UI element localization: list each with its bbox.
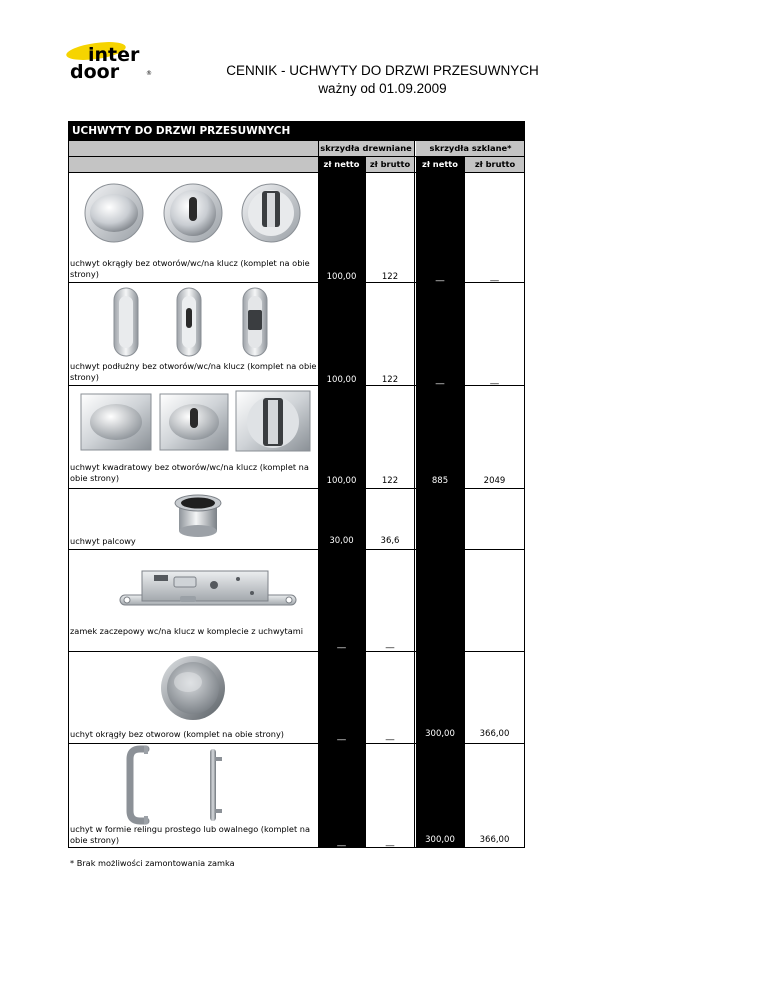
grid-line xyxy=(68,549,525,550)
price-glass-brutto: __ xyxy=(490,272,499,282)
oval-flush-pulls-image xyxy=(108,286,288,358)
price-glass-netto: 300,00 xyxy=(425,835,455,845)
logo-line2: door xyxy=(70,61,120,82)
price-wood-brutto: 36,6 xyxy=(380,536,400,546)
price-glass-netto: 885 xyxy=(431,476,449,486)
price-wood-brutto: 122 xyxy=(381,476,399,486)
grid-line xyxy=(524,141,525,848)
product-name: uchyt w formie relingu prostego lub owalnego (komplet na obie strony) xyxy=(70,824,310,845)
grid-line xyxy=(318,141,319,848)
grid-line xyxy=(68,141,69,848)
price-glass-brutto: 2049 xyxy=(483,476,506,486)
price-wood-netto: 100,00 xyxy=(326,476,357,486)
price-wood-netto: __ xyxy=(337,639,346,649)
bar-handles-image xyxy=(118,745,238,825)
grid-line xyxy=(464,157,465,848)
price-wood-netto: 100,00 xyxy=(326,272,357,282)
round-satin-pull-image xyxy=(158,655,228,721)
price-wood-netto: 30,00 xyxy=(329,536,354,546)
logo-mark: ® xyxy=(146,70,152,77)
price-wood-netto: __ xyxy=(337,837,346,847)
group-header-wood: skrzydła drewniane xyxy=(318,141,414,156)
col-glass-brutto: zł brutto xyxy=(465,157,525,172)
price-wood-brutto: 122 xyxy=(381,375,399,385)
product-name: uchwyt okrągły bez otworów/wc/na klucz (komplet na obie strony) xyxy=(70,258,310,279)
price-glass-netto: 300,00 xyxy=(425,729,455,739)
price-glass-brutto: __ xyxy=(490,375,499,385)
header-blank-2 xyxy=(68,157,318,172)
grid-line xyxy=(68,156,525,157)
price-glass-netto: __ xyxy=(435,375,445,385)
price-glass-brutto: 366,00 xyxy=(479,835,510,845)
price-wood-brutto: 122 xyxy=(381,272,399,282)
grid-line xyxy=(68,172,525,173)
grid-line xyxy=(68,847,525,848)
footnote: * Brak możliwości zamontowania zamka xyxy=(70,858,235,868)
grid-line xyxy=(68,651,525,652)
product-name: uchwyt kwadratowy bez otworów/wc/na klucz (komplet na obie strony) xyxy=(70,462,309,483)
price-wood-netto: __ xyxy=(337,731,346,741)
round-flush-pulls-image xyxy=(76,183,316,243)
price-glass-brutto: 366,00 xyxy=(479,729,510,739)
product-name: uchyt okrągły bez otworow (komplet na obie strony) xyxy=(70,729,284,739)
price-wood-brutto: __ xyxy=(385,731,395,741)
price-wood-brutto: __ xyxy=(385,837,395,847)
grid-line xyxy=(365,157,366,848)
hook-lock-image xyxy=(118,567,298,617)
price-table xyxy=(68,121,525,848)
grid-line xyxy=(68,282,525,283)
col-wood-netto: zł netto xyxy=(318,157,365,172)
finger-pull-image xyxy=(173,493,223,539)
logo-line1: inter xyxy=(88,44,140,66)
col-glass-netto: zł netto xyxy=(416,157,464,172)
grid-line xyxy=(414,141,415,848)
title-line: CENNIK - UCHWYTY DO DRZWI PRZESUWNYCH xyxy=(226,63,539,78)
validity-line: ważny od 01.09.2009 xyxy=(318,81,447,96)
col-wood-brutto: zł brutto xyxy=(366,157,414,172)
group-header-glass: skrzydła szklane* xyxy=(416,141,525,156)
interdoor-logo xyxy=(66,42,172,82)
price-wood-netto: 100,00 xyxy=(326,375,357,385)
grid-line xyxy=(68,743,525,744)
square-flush-pulls-image xyxy=(80,390,316,452)
product-name: uchwyt podłużny bez otworów/wc/na klucz (komplet na obie strony) xyxy=(70,361,317,382)
product-name: zamek zaczepowy wc/na klucz w komplecie z uchwytami xyxy=(70,626,304,636)
grid-line xyxy=(68,385,525,386)
product-name: uchwyt palcowy xyxy=(70,536,136,546)
header-blank-1 xyxy=(68,141,318,156)
price-glass-netto: __ xyxy=(435,272,445,282)
section-title: UCHWYTY DO DRZWI PRZESUWNYCH xyxy=(68,121,525,141)
price-wood-brutto: __ xyxy=(385,639,395,649)
document-title xyxy=(200,62,565,98)
grid-line xyxy=(68,488,525,489)
